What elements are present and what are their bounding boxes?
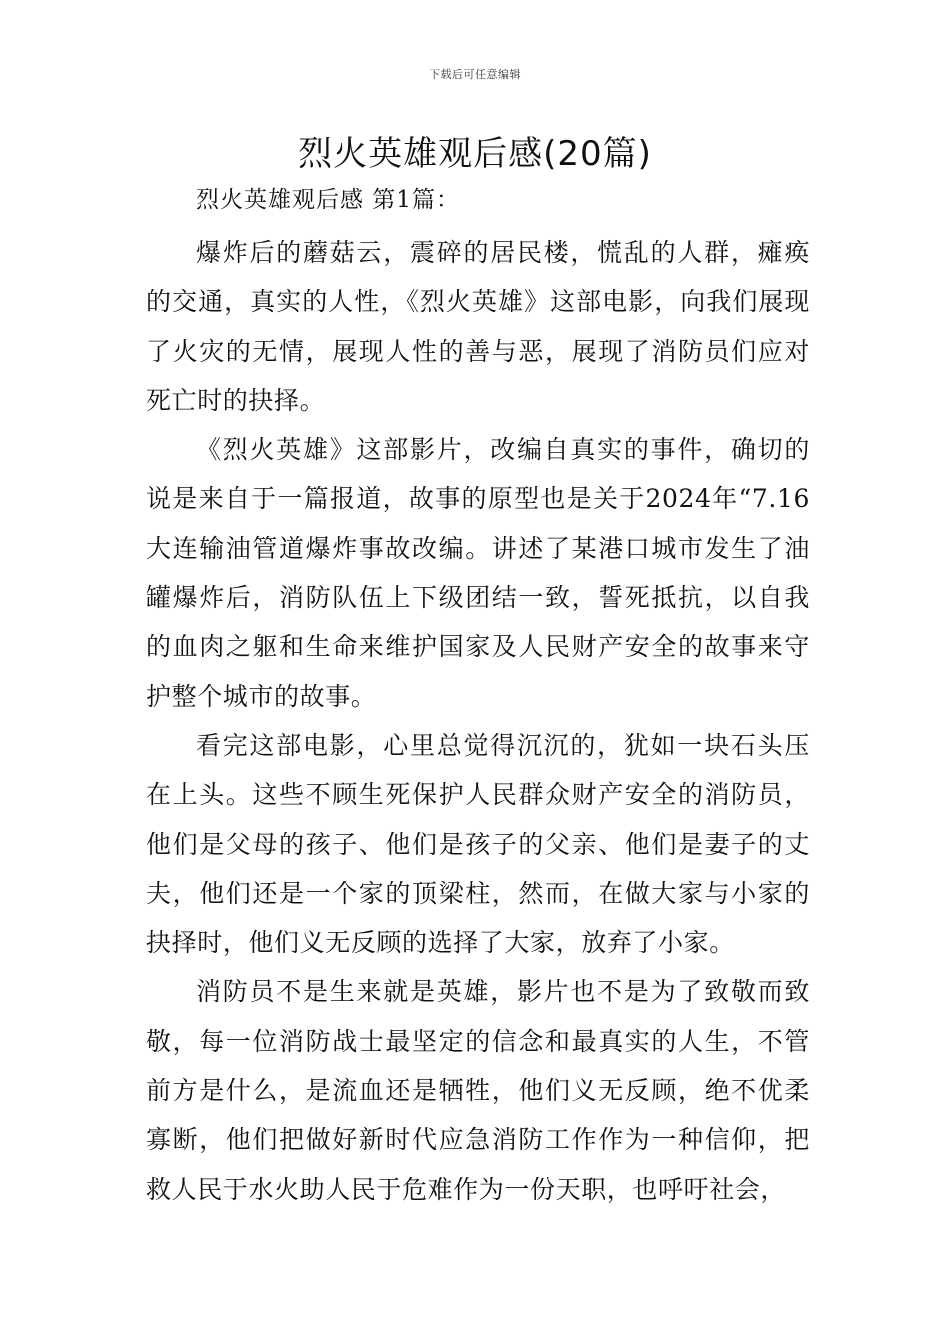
paragraph: 爆炸后的蘑菇云，震碎的居民楼，慌乱的人群，瘫痪的交通，真实的人性，《烈火英雄》这部电影，向我们展现了火灾的无情，展现人性的善与恶，展现了消防员们应对死亡时的抉择。 <box>146 238 810 415</box>
header-note: 下载后可任意编辑 <box>429 68 521 81</box>
paragraph: 看完这部电影，心里总觉得沉沉的，犹如一块石头压在上头。这些不顾生死保护人民群众财产安全的消防员，他们是父母的孩子、他们是孩子的父亲、他们是妻子的丈夫，他们还是一个家的顶梁柱，然而，在做大家与小家的抉择时，他们义无反顾的选择了大家，放弃了小家。 <box>146 730 810 958</box>
document-title: 烈火英雄观后感(20篇) <box>298 134 652 174</box>
section-heading: 烈火英雄观后感 第1篇： <box>196 187 460 213</box>
paragraph: 《烈火英雄》这部影片，改编自真实的事件，确切的说是来自于一篇报道，故事的原型也是关于2024年“7.16大连输油管道爆炸事故改编。讲述了某港口城市发生了油罐爆炸后，消防队伍上下级团结一致，誓死抵抗，以自我的血肉之躯和生命来维护国家及人民财产安全的故事来守护整个城市的故事。 <box>146 435 810 711</box>
paragraph: 消防员不是生来就是英雄，影片也不是为了致敬而致敬，每一位消防战士最坚定的信念和最真实的人生，不管前方是什么，是流血还是牺牲，他们义无反顾，绝不优柔寡断，他们把做好新时代应急消防工作作为一种信仰，把救人民于水火助人民于危难作为一份天职，也呼吁社会， <box>146 977 810 1204</box>
body-text <box>146 228 810 1214</box>
